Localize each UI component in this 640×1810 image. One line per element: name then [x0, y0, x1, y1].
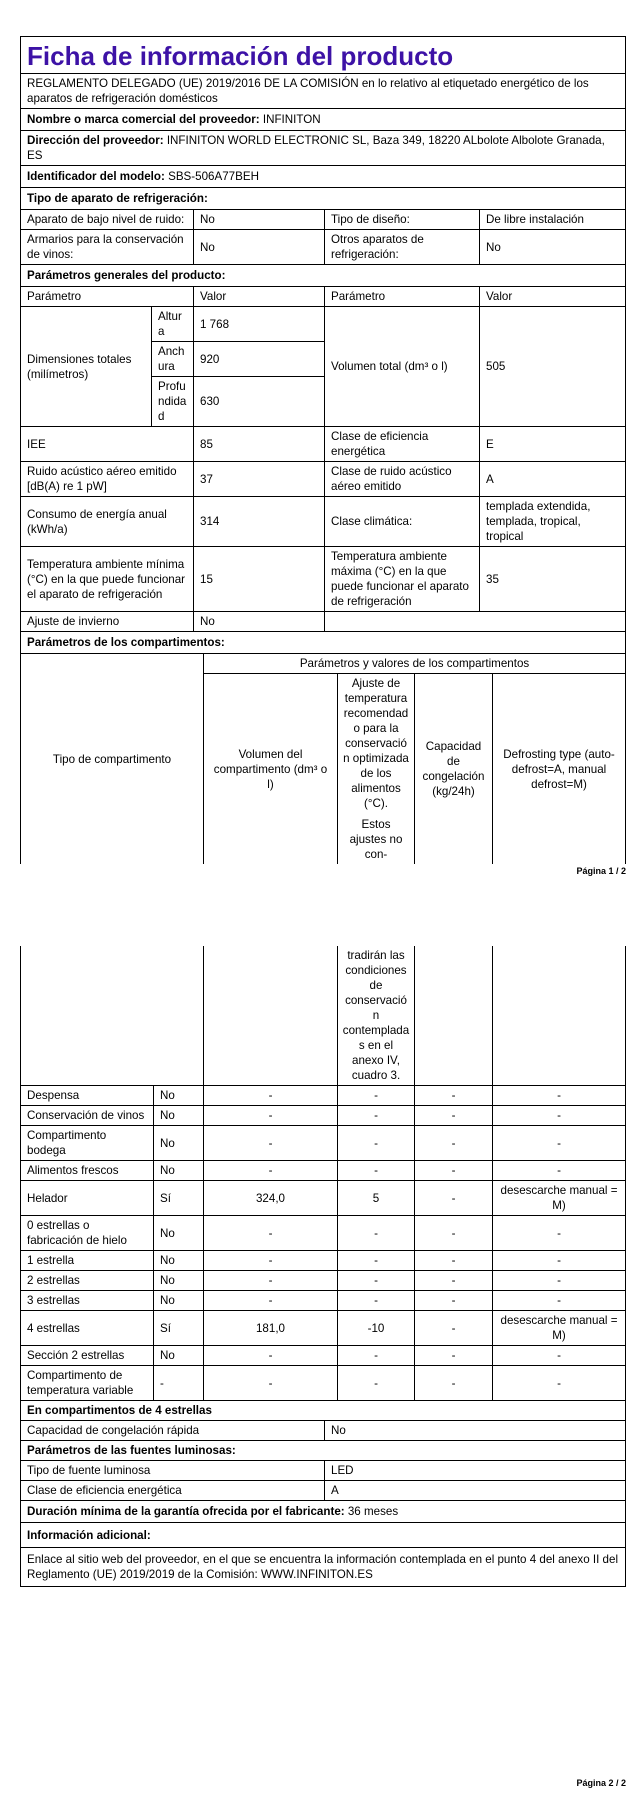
model-row — [21, 166, 626, 188]
page-number-1: Página 1 / 2 — [576, 866, 626, 876]
eei-label: IEE — [21, 427, 194, 462]
col-temp-setting — [338, 674, 415, 865]
compartment-row — [21, 1291, 626, 1311]
compartment-present: No — [154, 1161, 204, 1181]
col-temp-note-part2: tradirán las condiciones de conservación contempladas en el anexo IV, cuadro 3. — [338, 946, 415, 1086]
compartments-table-p2 — [20, 946, 626, 1401]
compartment-present: Sí — [154, 1181, 204, 1216]
compartment-freeze: - — [415, 1106, 493, 1126]
compartment-freeze: - — [415, 1271, 493, 1291]
compartment-name: 2 estrellas — [21, 1271, 154, 1291]
compartment-name: 1 estrella — [21, 1251, 154, 1271]
winter-label: Ajuste de invierno — [21, 612, 194, 632]
compartment-name: Conservación de vinos — [21, 1106, 154, 1126]
compartment-name: Helador — [21, 1181, 154, 1216]
compartment-row — [21, 1251, 626, 1271]
continued-defrost-cell — [493, 946, 626, 1086]
dimensions-label: Dimensiones totales (milímetros) — [21, 307, 152, 427]
compartment-freeze: - — [415, 1366, 493, 1401]
page-2 — [20, 946, 625, 1587]
compartment-row — [21, 1181, 626, 1216]
noise-class-label: Clase de ruido acústico aéreo emitido — [325, 462, 480, 497]
compartment-name: Sección 2 estrellas — [21, 1346, 154, 1366]
compartment-row — [21, 1366, 626, 1401]
compartment-present: No — [154, 1216, 204, 1251]
supplier-address-label: Dirección del proveedor: — [27, 134, 164, 147]
compartment-temp: - — [338, 1251, 415, 1271]
compartment-name: Compartimento bodega — [21, 1126, 154, 1161]
winter-value: No — [194, 612, 325, 632]
compartment-temp: - — [338, 1291, 415, 1311]
compartment-present: No — [154, 1086, 204, 1106]
compartment-present: No — [154, 1346, 204, 1366]
compartment-temp: - — [338, 1086, 415, 1106]
compartment-temp: - — [338, 1346, 415, 1366]
warranty-value: 36 meses — [347, 1505, 399, 1518]
depth-value: 630 — [194, 377, 325, 427]
compartment-temp: - — [338, 1106, 415, 1126]
compartment-rows — [21, 1086, 626, 1401]
light-type-label: Tipo de fuente luminosa — [21, 1461, 325, 1481]
supplier-name: INFINITON — [262, 113, 321, 126]
compartment-freeze: - — [415, 1161, 493, 1181]
regulation-text: REGLAMENTO DELEGADO (UE) 2019/2016 DE LA COMISIÓN en lo relativo al etiquetado energético de los aparatos de refrigeración domésticos — [21, 74, 626, 109]
compartment-defrost: - — [493, 1161, 626, 1181]
col-temp-note-part1: Estos ajustes no con- — [349, 818, 403, 861]
compartment-row — [21, 1126, 626, 1161]
compartment-row — [21, 1086, 626, 1106]
compartment-defrost: - — [493, 1106, 626, 1126]
continued-volume-cell — [204, 946, 338, 1086]
compartment-present: No — [154, 1251, 204, 1271]
compartment-freeze: - — [415, 1291, 493, 1311]
additional-text: Enlace al sitio web del proveedor, en el que se encuentra la información contemplada en el punto 4 del anexo II del Reglamento (UE) 2019/2019 de la Comisión: — [27, 1553, 619, 1581]
compartment-freeze: - — [415, 1086, 493, 1106]
col-volume: Volumen del compartimento (dm³ o l) — [204, 674, 338, 865]
compartment-present: No — [154, 1271, 204, 1291]
compartment-volume: - — [204, 1366, 338, 1401]
wine-value: No — [194, 230, 325, 265]
compartment-temp: - — [338, 1271, 415, 1291]
compartment-defrost: - — [493, 1216, 626, 1251]
compartments-group-header: Parámetros y valores de los compartimentos — [204, 654, 626, 674]
compartment-row — [21, 1271, 626, 1291]
compartment-volume: - — [204, 1346, 338, 1366]
wine-label: Armarios para la conservación de vinos: — [21, 230, 194, 265]
supplier-name-label: Nombre o marca comercial del proveedor: — [27, 113, 260, 126]
compartment-defrost: - — [493, 1366, 626, 1401]
page-1 — [20, 36, 625, 864]
consumption-label: Consumo de energía anual (kWh/a) — [21, 497, 194, 547]
compartment-defrost: desescarche manual = M) — [493, 1311, 626, 1346]
col-compartment-type: Tipo de compartimento — [21, 654, 204, 864]
compartment-freeze: - — [415, 1346, 493, 1366]
additional-info-row — [21, 1548, 626, 1587]
compartment-temp: - — [338, 1216, 415, 1251]
continued-freeze-cell — [415, 946, 493, 1086]
col-temp-setting-text: Ajuste de temperatura recomendado para la conservación optimizada de los alimentos (°C). — [343, 677, 409, 810]
design-value: De libre instalación — [480, 210, 626, 230]
compartment-freeze: - — [415, 1181, 493, 1216]
compartment-present: No — [154, 1126, 204, 1161]
compartment-defrost: - — [493, 1271, 626, 1291]
compartment-defrost: - — [493, 1251, 626, 1271]
model-id: SBS-506A77BEH — [168, 170, 259, 183]
supplier-website-link[interactable]: WWW.INFINITON.ES — [260, 1568, 373, 1581]
col-param-header-2: Parámetro — [325, 287, 480, 307]
supplier-address: INFINITON WORLD ELECTRONIC SL, Baza 349, 18220 ALbolote Albolote Granada, ES — [27, 134, 605, 162]
compartment-volume: - — [204, 1291, 338, 1311]
compartment-name: Despensa — [21, 1086, 154, 1106]
four-star-heading: En compartimentos de 4 estrellas — [21, 1401, 626, 1421]
compartment-row — [21, 1216, 626, 1251]
low-noise-value: No — [194, 210, 325, 230]
compartment-name: Alimentos frescos — [21, 1161, 154, 1181]
compartment-present: - — [154, 1366, 204, 1401]
volume-value: 505 — [480, 307, 626, 427]
bottom-info-table — [20, 1401, 626, 1587]
low-noise-label: Aparato de bajo nivel de ruido: — [21, 210, 194, 230]
compartment-volume: - — [204, 1106, 338, 1126]
compartment-volume: 324,0 — [204, 1181, 338, 1216]
compartment-name: 3 estrellas — [21, 1291, 154, 1311]
fast-freeze-value: No — [325, 1421, 626, 1441]
warranty-label: Duración mínima de la garantía ofrecida por el fabricante: — [27, 1505, 345, 1518]
compartment-freeze: - — [415, 1126, 493, 1161]
col-freeze-capacity: Capacidad de congelación (kg/24h) — [415, 674, 493, 865]
compartment-defrost: - — [493, 1291, 626, 1311]
noise-label: Ruido acústico aéreo emitido [dB(A) re 1 pW] — [21, 462, 194, 497]
compartment-row — [21, 1346, 626, 1366]
min-temp-label: Temperatura ambiente mínima (°C) en la que puede funcionar el aparato de refrigeración — [21, 547, 194, 612]
compartment-volume: - — [204, 1086, 338, 1106]
compartment-present: No — [154, 1106, 204, 1126]
light-class-value: A — [325, 1481, 626, 1501]
product-info-table-top — [20, 36, 626, 654]
eei-value: 85 — [194, 427, 325, 462]
light-type-value: LED — [325, 1461, 626, 1481]
page-number-2: Página 2 / 2 — [576, 1778, 626, 1788]
height-label: Altura — [152, 307, 194, 342]
max-temp-value: 35 — [480, 547, 626, 612]
col-param-header: Parámetro — [21, 287, 194, 307]
light-class-label: Clase de eficiencia energética — [21, 1481, 325, 1501]
volume-label: Volumen total (dm³ o l) — [325, 307, 480, 427]
compartment-row — [21, 1106, 626, 1126]
compartment-row — [21, 1161, 626, 1181]
compartment-temp: 5 — [338, 1181, 415, 1216]
warranty-row — [21, 1501, 626, 1523]
noise-value: 37 — [194, 462, 325, 497]
other-appliance-value: No — [480, 230, 626, 265]
compartment-name: 4 estrellas — [21, 1311, 154, 1346]
compartment-defrost: - — [493, 1346, 626, 1366]
fast-freeze-label: Capacidad de congelación rápida — [21, 1421, 325, 1441]
appliance-type-heading: Tipo de aparato de refrigeración: — [21, 188, 626, 210]
climate-label: Clase climática: — [325, 497, 480, 547]
efficiency-class-value: E — [480, 427, 626, 462]
width-label: Anchura — [152, 342, 194, 377]
col-value-header: Valor — [194, 287, 325, 307]
compartment-volume: - — [204, 1271, 338, 1291]
other-appliance-label: Otros aparatos de refrigeración: — [325, 230, 480, 265]
width-value: 920 — [194, 342, 325, 377]
continued-type-cell — [21, 946, 204, 1086]
compartment-temp: - — [338, 1366, 415, 1401]
compartment-volume: - — [204, 1216, 338, 1251]
compartment-defrost: - — [493, 1086, 626, 1106]
depth-label: Profundidad — [152, 377, 194, 427]
col-defrost-type: Defrosting type (auto-defrost=A, manual defrost=M) — [493, 674, 626, 865]
compartment-present: No — [154, 1291, 204, 1311]
supplier-name-row — [21, 109, 626, 131]
compartment-volume: - — [204, 1126, 338, 1161]
compartment-temp: - — [338, 1161, 415, 1181]
compartment-row — [21, 1311, 626, 1346]
compartment-freeze: - — [415, 1311, 493, 1346]
compartment-temp: - — [338, 1126, 415, 1161]
compartment-freeze: - — [415, 1251, 493, 1271]
light-heading: Parámetros de las fuentes luminosas: — [21, 1441, 626, 1461]
additional-heading: Información adicional: — [21, 1523, 626, 1548]
compartment-defrost: - — [493, 1126, 626, 1161]
compartment-present: Sí — [154, 1311, 204, 1346]
height-value: 1 768 — [194, 307, 325, 342]
empty-cell — [325, 612, 626, 632]
sheet-title: Ficha de información del producto — [21, 37, 626, 74]
max-temp-label: Temperatura ambiente máxima (°C) en la que puede funcionar el aparato de refrigeración — [325, 547, 480, 612]
compartment-name: Compartimento de temperatura variable — [21, 1366, 154, 1401]
model-label: Identificador del modelo: — [27, 170, 165, 183]
compartment-volume: 181,0 — [204, 1311, 338, 1346]
compartment-freeze: - — [415, 1216, 493, 1251]
general-heading: Parámetros generales del producto: — [21, 265, 626, 287]
design-label: Tipo de diseño: — [325, 210, 480, 230]
climate-value: templada extendida, templada, tropical, tropical — [480, 497, 626, 547]
noise-class-value: A — [480, 462, 626, 497]
compartment-defrost: desescarche manual = M) — [493, 1181, 626, 1216]
col-value-header-2: Valor — [480, 287, 626, 307]
compartment-temp: -10 — [338, 1311, 415, 1346]
compartment-volume: - — [204, 1161, 338, 1181]
compartments-header-p1 — [20, 654, 626, 864]
compartment-volume: - — [204, 1251, 338, 1271]
supplier-address-row — [21, 131, 626, 166]
efficiency-class-label: Clase de eficiencia energética — [325, 427, 480, 462]
compartments-heading: Parámetros de los compartimentos: — [21, 632, 626, 654]
consumption-value: 314 — [194, 497, 325, 547]
min-temp-value: 15 — [194, 547, 325, 612]
compartment-name: 0 estrellas o fabricación de hielo — [21, 1216, 154, 1251]
